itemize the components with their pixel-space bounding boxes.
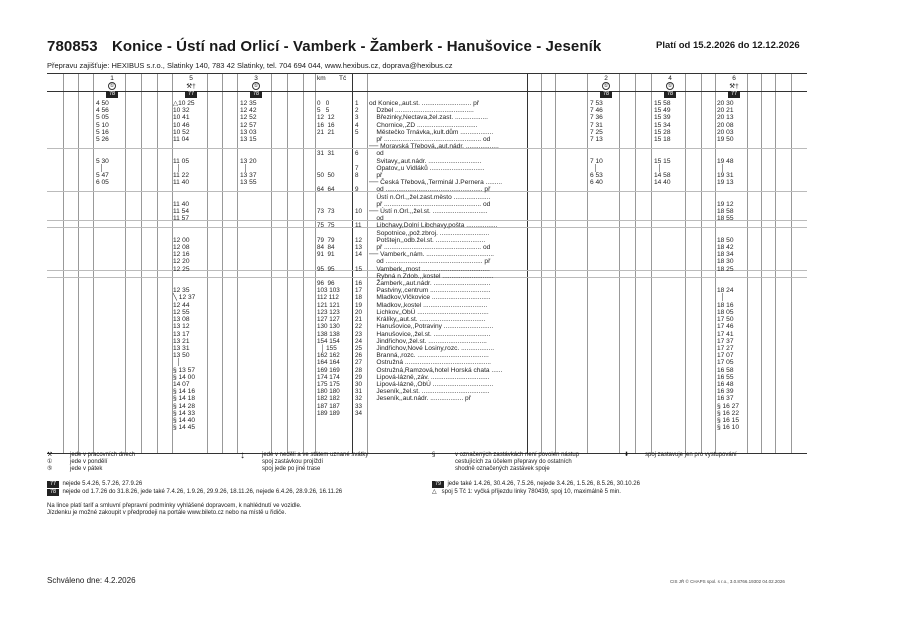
- legend-text-arrow: spoj zastavuje jen pro vystupování: [645, 452, 737, 458]
- legend-symbols-days: ⚒ ① ⑤: [47, 452, 53, 472]
- legend-text-section: v označených zastávkách není povolen nástup cestujících za účelem přepravy do ostatních shodně označených zastávek spoje: [455, 452, 580, 472]
- train-2-header: 2 ① 78: [587, 75, 625, 98]
- legend-symbol-arrow: ⬇: [624, 452, 630, 458]
- train-6-times: 20 30 20 21 20 13 20 08 20 03 19 50 19 48 │ 19 31 19 13 19 12 18 58 18 55 18 50 18 42 18 34 18 30 18 25 18 24 │ 18 16 18 05 17 50 17 46 17 41 17 37 17 27 17 07 17 05 16 58 16 55 16 48 16 39 16 37 § 16 27 § 16 22 § 16 15 § 16 10: [717, 100, 739, 432]
- timetable-grid: [47, 73, 807, 454]
- tc-column: 1 2 3 4 5 6 7 8 9 10 11 12 13 14 15 16 17 18 19 20 21 22 23 24 25 26 27 28 29 30 31 32 33 34: [355, 100, 363, 417]
- tc-header: Tč: [339, 75, 347, 82]
- train-4-times: 15 58 15 49 15 39 15 34 15 28 15 18 15 15 │ 14 58 14 40: [654, 100, 671, 187]
- legend-note-78: 78 nejede od 1.7.26 do 31.8.26, jede také 7.4.26, 1.9.26, 29.9.26, 18.11.26, nejede 6.4.26, 28.9.26, 16.11.26: [47, 489, 342, 496]
- train-6-header: 6 ⚒† 77: [729, 75, 739, 97]
- train-4-header: 4 ① 78: [651, 75, 689, 98]
- legend-symbol-sunday: ↕: [240, 450, 245, 461]
- train-2-times: 7 53 7 46 7 36 7 31 7 25 7 13 7 10 │ 6 53 6 40: [590, 100, 603, 187]
- ticket-note: Jízdenku je možné zakoupit v předprodeji na portále www.bileto.cz nebo na místě u řidiče.: [47, 510, 287, 516]
- legend-text-sunday: jede v neděli a ve státem uznané svátky spoj zastávkou projíždí spoj jede po jiné trase: [262, 452, 369, 472]
- legend-note-triangle: △ spoj 5 Tč 1: vyčká příjezdu linky 780439, spoj 10, maximálně 5 min.: [432, 489, 621, 495]
- km-header: km: [317, 75, 326, 82]
- legend-symbol-section: §: [432, 452, 436, 458]
- validity-text: Platí od 15.2.2026 do 12.12.2026: [656, 40, 800, 51]
- train-5-header: 5 ⚒† 77: [186, 75, 196, 97]
- train-1-header: 1 ① 78: [93, 75, 131, 98]
- approved-date: Schváleno dne: 4.2.2026: [47, 576, 136, 585]
- cis-credit: CIS JŘ © CHAPS spol. s r.o., 3.0.8766.19302 04.02.2026: [670, 579, 785, 584]
- station-list: od Konice,,aut.st. ........................... př Dzbel ........................................... Březinky,Nectava,žel.zast. .................. Chornice,,ZD ................................. Městečko Trnávka,,kult.dům .................. př ..................................................... od ── Moravská Třebová,,aut.nádr. .................. od Svitavy,,aut.nádr. ............................. Opatov,,u Vidláků .............................. př ── Česká Třebová,,Terminál J.Pernera ......... od ..................................................... př Ústí n.Orl.,,žel.zast.město .................... př ..................................................... od ── Ústí n.Orl.,,žel.st. .............................. od Libchavy,Dolní Libchavy,pošta ................. Sopotnice,,pož.zbroj. ........................... Potštejn,,odb.žel.st. ........................... př ..................................................... od ── Vamberk,,nám. ..................................... od ..................................................... př Vamberk,,most ..................................... Rybná n.Zdob.,,kostel ............................ Žamberk,,aut.nádr. ............................... Pastviny,,centrum ................................. Mladkov,Vlčkovice ................................ Mladkov,,kostel ................................... Lichkov,,ObÚ ....................................... Králíky,,aut.st. .................................... Hanušovice,,Potraviny ........................... Hanušovice,,žel.st. ............................... Jindřichov,,žel.st. ................................ Jindřichov,Nové Losiny,rozc. .................. Branná,,rozc. ....................................... Ostružná ............................................... Ostružná,Ramzová,hotel Horská chata ...... Lipová-lázně,,záv. ................................ Lipová-lázně,,ObÚ ................................. Jeseník,,žel.st. ..................................... Jeseník,,aut.nádr. .................. př: [369, 100, 503, 403]
- timetable-header: [47, 38, 601, 55]
- carrier-info: Přepravu zajišťuje: HEXIBUS s.r.o., Slatinky 140, 783 42 Slatinky, tel. 704 694 044, www.hexibus.cz, doprava@hexibus.cz: [47, 61, 453, 70]
- tariff-note: Na lince platí tarif a smluvní přepravní podmínky vyhlášené dopravcem, k nahlédnutí ve vozidle.: [47, 503, 302, 509]
- train-3-header: 3 ① 78: [237, 75, 275, 98]
- line-number: 780853: [47, 38, 98, 55]
- line-title: Konice - Ústí nad Orlicí - Vamberk - Žamberk - Hanušovice - Jeseník: [111, 38, 602, 55]
- train-5-times: △10 25 10 32 10 41 10 46 10 52 11 04 11 05 │ 11 22 11 40 11 40 11 54 11 57 12 00 12 08 12 16 12 20 12 25 12 35 ╲ 12 37 12 44 12 55 13 08 13 12 13 17 13 21 13 31 13 50 │ § 13 57 § 14 00 14 07 § 14 16 § 14 18 § 14 28 § 14 33 § 14 40 § 14 45: [173, 100, 196, 432]
- km-column: 0 0 5 5 12 12 16 16 21 21 31 31 50 50 64 64 73 73 75 75 79 79 84 84 91 91 95 95 96 96 103 103 112 112 121 121 123 123 127 127 130 130 138 138 154 154 │ 155 162 162 164 164 169 169 174 174 175 175 180 180 182 182 187 187 189 189: [317, 100, 340, 417]
- train-1-times: 4 50 4 56 5 05 5 10 5 16 5 26 5 30 │ 5 47 6 05: [96, 100, 109, 187]
- legend-note-79: 79 jede také 1.4.26, 30.4.26, 7.5.26, nejede 3.4.26, 1.5.26, 8.5.26, 30.10.26: [432, 481, 640, 488]
- legend-note-77: 77 nejede 5.4.26, 5.7.26, 27.9.26: [47, 481, 142, 488]
- legend-text-days: jede v pracovních dnech jede v pondělí jede v pátek: [70, 452, 136, 472]
- train-3-times: 12 35 12 42 12 52 12 57 13 03 13 15 13 20 │ 13 37 13 55: [240, 100, 257, 187]
